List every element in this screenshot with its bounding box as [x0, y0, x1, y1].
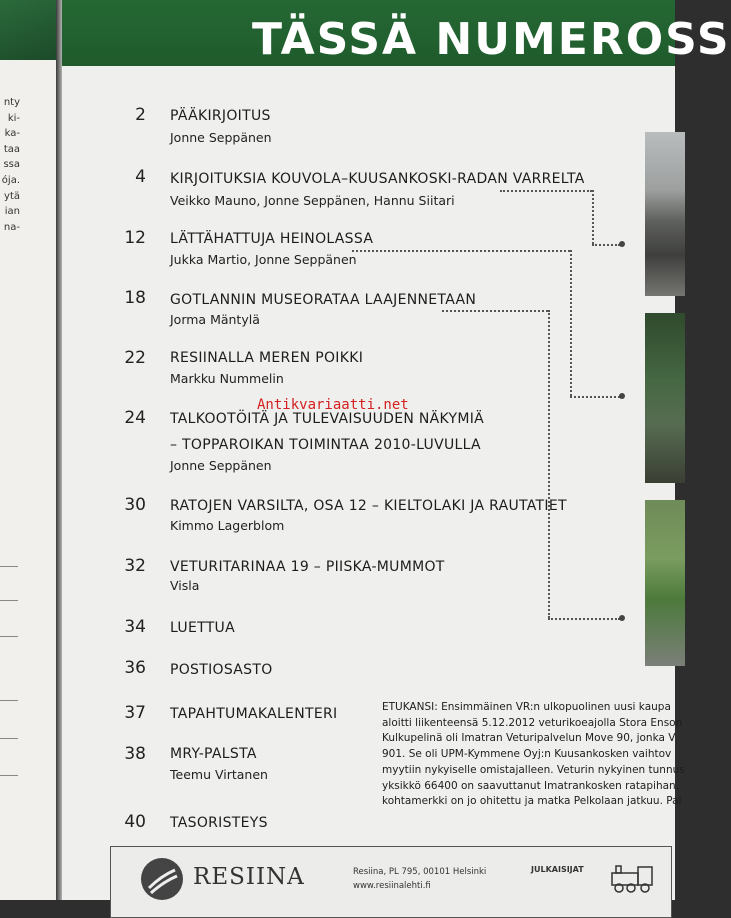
publisher-address: Resiina, PL 795, 00101 Helsinki [353, 867, 487, 877]
resiina-logo-text: RESIINA [193, 864, 305, 890]
left-page-header-band [0, 0, 58, 60]
left-page-fragment: taa [3, 143, 20, 155]
toc-author: Veikko Mauno, Jonne Seppänen, Hannu Siitari [170, 193, 455, 208]
contents-page [62, 0, 731, 900]
toc-page-number: 22 [124, 348, 146, 368]
thumbnail-photo-level-crossing [645, 500, 685, 666]
toc-title: GOTLANNIN MUSEORATAA LAAJENNETAAN [170, 292, 477, 308]
leader-line [570, 396, 620, 398]
toc-page-number: 37 [124, 703, 146, 723]
toc-page-number: 38 [124, 744, 146, 764]
toc-title: PÄÄKIRJOITUS [170, 108, 271, 124]
toc-author: Visla [170, 578, 200, 593]
publishers-heading: JULKAISIJAT [531, 865, 584, 874]
left-page-fragment: ója. [1, 174, 20, 186]
leader-line [592, 244, 620, 246]
leader-dot [619, 615, 625, 621]
leader-line [352, 250, 570, 252]
toc-page-number: 34 [124, 617, 146, 637]
publisher-footer [110, 846, 672, 918]
toc-title: TASORISTEYS [170, 815, 268, 831]
leader-line [592, 190, 594, 244]
caption-line: ETUKANSI: Ensimmäinen VR:n ulkopuolinen uusi kaupa [382, 701, 671, 713]
caption-line: aloitti liikenteensä 5.12.2012 veturikoeajolla Stora Enson [382, 716, 683, 729]
left-page-fragment: na- [3, 221, 20, 233]
toc-title: RESIINALLA MEREN POIKKI [170, 350, 364, 366]
caption-line: Kulkupelinä oli Imatran Veturipalvelun Move 90, jonka V [382, 732, 676, 745]
left-page-fragment: ssa [3, 159, 20, 171]
caption-line: kohtamerkki on jo ohitettu ja matka Pelkolaan jatkuu. Pal [382, 795, 682, 808]
publisher-website[interactable]: www.resiinalehti.fi [353, 881, 431, 891]
left-page-fragment: ian [4, 206, 20, 218]
leader-line [570, 250, 572, 396]
left-page-rule [0, 738, 18, 739]
toc-page-number: 4 [135, 167, 146, 187]
toc-title: TAPAHTUMAKALENTERI [170, 706, 338, 722]
locomotive-icon [608, 863, 662, 899]
left-page-fragment: ytä [4, 190, 20, 202]
thumbnail-photo-steam-train [645, 132, 685, 296]
toc-author: Jorma Mäntylä [170, 312, 260, 327]
leader-dot [619, 241, 625, 247]
toc-page-number: 12 [124, 228, 146, 248]
leader-line [442, 310, 548, 312]
leader-line [500, 190, 592, 192]
caption-line: yksikkö 66400 on saavuttanut Imatrankosken ratapihan. [382, 779, 680, 792]
toc-title: LUETTUA [170, 620, 235, 636]
cover-caption [382, 700, 685, 810]
toc-title: VETURITARINAA 19 – PIISKA-MUMMOT [170, 559, 445, 575]
leader-dot [619, 393, 625, 399]
left-page [0, 0, 58, 900]
left-page-rule [0, 775, 18, 776]
toc-author: Kimmo Lagerblom [170, 518, 285, 533]
toc-page-number: 30 [124, 495, 146, 515]
left-page-rule [0, 636, 18, 637]
caption-line: myytiin nykyiselle omistajalleen. Veturin nykyinen tunnus [382, 763, 685, 776]
toc-title: RATOJEN VARSILTA, OSA 12 – KIELTOLAKI JA RAUTATIET [170, 498, 567, 514]
toc-title: KIRJOITUKSIA KOUVOLA–KUUSANKOSKI-RADAN VARRELTA [170, 171, 585, 187]
toc-title: POSTIOSASTO [170, 662, 273, 678]
thumbnail-photo-forest-railway [645, 313, 685, 483]
left-page-fragment: nty [3, 97, 20, 108]
left-page-fragment: ki- [7, 112, 20, 124]
left-page-text [0, 95, 20, 235]
toc-page-number: 2 [135, 105, 146, 125]
toc-author: Teemu Virtanen [170, 767, 268, 782]
toc-title: LÄTTÄHATTUJA HEINOLASSA [170, 231, 374, 247]
page-title: TÄSSÄ NUMEROSS [252, 14, 731, 65]
caption-line: 901. Se oli UPM-Kymmene Oyj:n Kuusankosken vaihtov [382, 748, 672, 761]
toc-author: Markku Nummelin [170, 371, 284, 386]
toc-page-number: 32 [124, 556, 146, 576]
watermark-text: Antikvariaatti.net [257, 397, 409, 413]
toc-page-number: 36 [124, 658, 146, 678]
toc-title: TALKOOTÖITÄ JA TULEVAISUUDEN NÄKYMIÄ [170, 411, 485, 427]
header-band [62, 0, 731, 66]
toc-page-number: 18 [124, 288, 146, 308]
leader-line [548, 618, 620, 620]
leader-line [548, 310, 550, 618]
toc-page-number: 24 [124, 408, 146, 428]
toc-author: Jonne Seppänen [170, 458, 272, 473]
toc-author: Jukka Martio, Jonne Seppänen [170, 252, 357, 267]
left-page-fragment: ka- [4, 128, 20, 140]
toc-title: MRY-PALSTA [170, 746, 257, 762]
left-page-rule [0, 700, 18, 701]
toc-author: Jonne Seppänen [170, 130, 272, 145]
toc-page-number: 40 [124, 812, 146, 832]
toc-title-continued: – TOPPAROIKAN TOIMINTAA 2010-LUVULLA [170, 437, 481, 453]
left-page-rule [0, 600, 18, 601]
left-page-rule [0, 566, 18, 567]
resiina-logo-icon [141, 858, 183, 900]
